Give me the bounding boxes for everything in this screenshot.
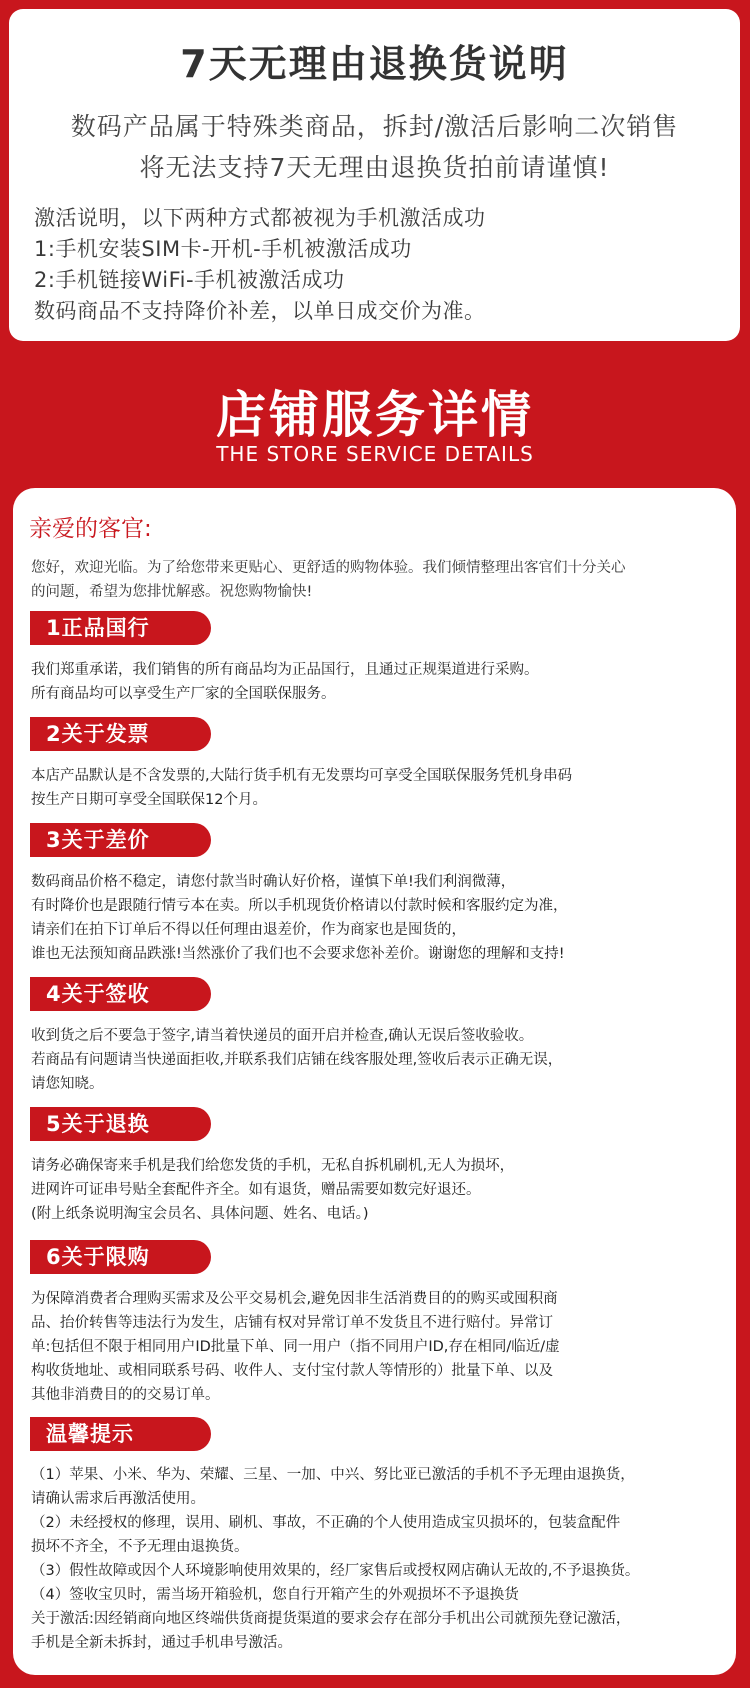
section-line: 请确认需求后再激活使用。 bbox=[31, 1491, 205, 1507]
activation-line-2: 1:手机安装SIM卡-开机-手机被激活成功 bbox=[34, 237, 412, 261]
section-heading-sign-for: 4关于签收 bbox=[30, 977, 211, 1011]
section-line: 请亲们在拍下订单后不得以任何理由退差价，作为商家也是囤货的， bbox=[31, 922, 466, 938]
intro-line: 您好，欢迎光临。为了给您带来更贴心、更舒适的购物体验。我们倾情整理出客官们十分关心 bbox=[31, 560, 626, 576]
section-line: 收到货之后不要急于签字,请当着快递员的面开启并检查,确认无误后签收验收。 bbox=[31, 1028, 534, 1044]
section-line: （3）假性故障或因个人环境影响使用效果的，经厂家售后或授权网店确认无故的,不予退换货。 bbox=[31, 1563, 640, 1579]
section-heading-return-exchange: 5关于退换 bbox=[30, 1107, 211, 1141]
section-line: （1）苹果、小米、华为、荣耀、三星、一加、中兴、努比亚已激活的手机不予无理由退换货， bbox=[31, 1467, 635, 1483]
section-heading-price-difference: 3关于差价 bbox=[30, 823, 211, 857]
section-line: 损坏不齐全，不予无理由退换货。 bbox=[31, 1539, 249, 1555]
activation-line-1: 激活说明，以下两种方式都被视为手机激活成功 bbox=[34, 206, 486, 230]
section-line: 请您知晓。 bbox=[31, 1076, 104, 1092]
policy-line-1: 数码产品属于特殊类商品，拆封/激活后影响二次销售 bbox=[70, 112, 679, 141]
section-heading-purchase-limit: 6关于限购 bbox=[30, 1240, 211, 1274]
section-line: 有时降价也是跟随行情亏本在卖。所以手机现货价格请以付款时候和客服约定为准， bbox=[31, 898, 568, 914]
section-line: 按生产日期可享受全国联保12个月。 bbox=[31, 792, 267, 808]
service-details-card bbox=[13, 488, 736, 1675]
section-line: 关于激活:因经销商向地区终端供货商提货渠道的要求会存在部分手机出公司就预先登记激活， bbox=[31, 1611, 631, 1627]
section-line: 数码商品价格不稳定，请您付款当时确认好价格，谨慎下单!我们利润微薄， bbox=[31, 874, 516, 890]
greeting: 亲爱的客官: bbox=[29, 516, 152, 542]
intro-line: 的问题，希望为您排忧解惑。祝您购物愉快! bbox=[31, 584, 313, 600]
section-body-return-exchange bbox=[31, 1154, 731, 1226]
section-line: （4）签收宝贝时，需当场开箱验机，您自行开箱产生的外观损坏不予退换货 bbox=[31, 1587, 519, 1603]
section-body-genuine bbox=[31, 658, 731, 706]
section-body-sign-for bbox=[31, 1024, 731, 1096]
section-line: (附上纸条说明淘宝会员名、具体问题、姓名、电话。) bbox=[31, 1206, 369, 1222]
section-line: 本店产品默认是不含发票的,大陆行货手机有无发票均可享受全国联保服务凭机身串码 bbox=[31, 768, 573, 784]
section-line: 手机是全新未拆封，通过手机串号激活。 bbox=[31, 1635, 292, 1651]
section-body-warm-tips bbox=[31, 1463, 731, 1655]
store-service-title: 店铺服务详情 bbox=[216, 386, 534, 444]
activation-line-3: 2:手机链接WiFi-手机被激活成功 bbox=[34, 268, 345, 292]
section-line: 我们郑重承诺，我们销售的所有商品均为正品国行，且通过正规渠道进行采购。 bbox=[31, 662, 539, 678]
section-heading-genuine: 1正品国行 bbox=[30, 611, 211, 645]
section-body-purchase-limit bbox=[31, 1287, 731, 1407]
return-policy-title: 7天无理由退换货说明 bbox=[180, 42, 569, 86]
section-line: （2）未经授权的修理，误用、刷机、事故，不正确的个人使用造成宝贝损坏的，包装盒配件 bbox=[31, 1515, 621, 1531]
section-body-price-difference bbox=[31, 870, 731, 966]
policy-line-2: 将无法支持7天无理由退换货拍前请谨慎! bbox=[139, 153, 610, 182]
section-line: 进网许可证串号贴全套配件齐全。如有退货，赠品需要如数完好退还。 bbox=[31, 1182, 481, 1198]
section-line: 请务必确保寄来手机是我们给您发货的手机，无私自拆机刷机,无人为损坏， bbox=[31, 1158, 515, 1174]
section-heading-invoice: 2关于发票 bbox=[30, 717, 211, 751]
section-line: 为保障消费者合理购买需求及公平交易机会,避免因非生活消费目的的购买或囤积商 bbox=[31, 1291, 558, 1307]
section-line: 谁也无法预知商品跌涨!当然涨价了我们也不会要求您补差价。谢谢您的理解和支持! bbox=[31, 946, 565, 962]
section-line: 品、抬价转售等违法行为发生，店铺有权对异常订单不发货且不进行赔付。异常订 bbox=[31, 1315, 553, 1331]
section-line: 构收货地址、或相同联系号码、收件人、支付宝付款人等情形的）批量下单、以及 bbox=[31, 1363, 553, 1379]
section-body-invoice bbox=[31, 764, 731, 812]
activation-line-4: 数码商品不支持降价补差，以单日成交价为准。 bbox=[34, 299, 486, 323]
section-heading-warm-tips: 温馨提示 bbox=[30, 1417, 211, 1451]
section-line: 单:包括但不限于相同用户ID批量下单、同一用户（指不同用户ID,存在相同/临近/虚 bbox=[31, 1339, 560, 1355]
section-line: 其他非消费目的的交易订单。 bbox=[31, 1387, 220, 1403]
store-service-subtitle: THE STORE SERVICE DETAILS bbox=[216, 442, 534, 466]
section-line: 所有商品均可以享受生产厂家的全国联保服务。 bbox=[31, 686, 336, 702]
intro-text bbox=[31, 556, 731, 604]
section-line: 若商品有问题请当快递面拒收,并联系我们店铺在线客服处理,签收后表示正确无误， bbox=[31, 1052, 563, 1068]
return-policy-card bbox=[9, 9, 740, 341]
